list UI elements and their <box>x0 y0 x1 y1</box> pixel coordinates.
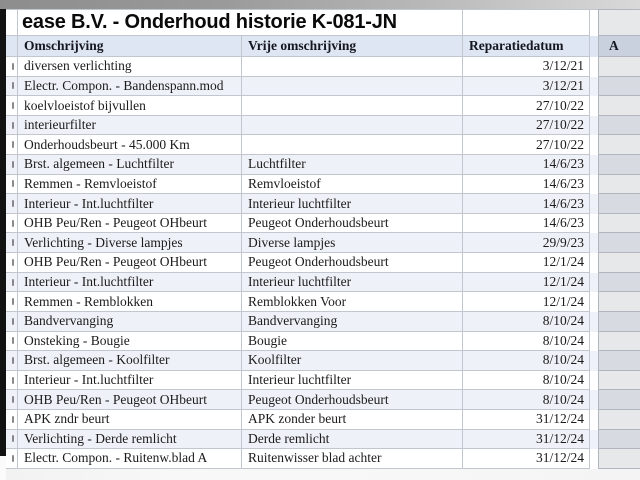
column-gap <box>590 410 598 430</box>
table-header-row <box>6 36 640 57</box>
clipped-left-column-cell <box>6 410 18 430</box>
cell-clipped-right <box>598 430 640 450</box>
cell-omschrijving[interactable]: OHB Peu/Ren - Peugeot OHbeurt <box>18 253 242 273</box>
cell-omschrijving[interactable]: Interieur - Int.luchtfilter <box>18 194 242 214</box>
cell-omschrijving[interactable]: Onsteking - Bougie <box>18 332 242 352</box>
cell-omschrijving[interactable]: diversen verlichting <box>18 57 242 77</box>
cell-omschrijving[interactable]: Interieur - Int.luchtfilter <box>18 273 242 293</box>
cell-reparatiedatum[interactable]: 8/10/24 <box>463 312 590 332</box>
clipped-left-column-cell <box>6 96 18 116</box>
cell-reparatiedatum[interactable]: 31/12/24 <box>463 430 590 450</box>
cell-clipped-right <box>598 410 640 430</box>
bottom-edge-artifact <box>6 469 640 480</box>
column-gap <box>590 57 598 77</box>
column-gap <box>590 430 598 450</box>
cell-reparatiedatum[interactable]: 27/10/22 <box>463 116 590 136</box>
cell-reparatiedatum[interactable]: 3/12/21 <box>463 57 590 77</box>
cell-clipped-right <box>598 390 640 410</box>
clipped-left-column-cell <box>6 430 18 450</box>
cell-reparatiedatum[interactable]: 8/10/24 <box>463 332 590 352</box>
cell-reparatiedatum[interactable]: 12/1/24 <box>463 253 590 273</box>
column-header-vrije-omschrijving[interactable]: Vrije omschrijving <box>242 36 463 57</box>
cell-omschrijving[interactable]: interieurfilter <box>18 116 242 136</box>
cell-clipped-right <box>598 233 640 253</box>
cell-vrije-omschrijving[interactable] <box>242 116 463 136</box>
table-row[interactable] <box>6 57 640 77</box>
column-header-omschrijving[interactable]: Omschrijving <box>18 36 242 57</box>
cell-reparatiedatum[interactable]: 8/10/24 <box>463 371 590 391</box>
clipped-left-column-cell <box>6 175 18 195</box>
cell-clipped-right <box>598 312 640 332</box>
cell-clipped-right <box>598 449 640 469</box>
cell-omschrijving[interactable]: OHB Peu/Ren - Peugeot OHbeurt <box>18 390 242 410</box>
cell-reparatiedatum[interactable]: 12/1/24 <box>463 273 590 293</box>
title-row <box>6 10 640 36</box>
cell-reparatiedatum[interactable]: 31/12/24 <box>463 449 590 469</box>
cell-reparatiedatum[interactable]: 3/12/21 <box>463 77 590 97</box>
cell-vrije-omschrijving[interactable]: Ruitenwisser blad achter <box>242 449 463 469</box>
cell-clipped-right <box>598 77 640 97</box>
cell-omschrijving[interactable]: OHB Peu/Ren - Peugeot OHbeurt <box>18 214 242 234</box>
clipped-left-column-cell <box>6 194 18 214</box>
table-row[interactable] <box>6 371 640 391</box>
table-row[interactable] <box>6 155 640 175</box>
table-row[interactable] <box>6 253 640 273</box>
cell-clipped-right <box>598 253 640 273</box>
clipped-left-column-cell <box>6 57 18 77</box>
clipped-left-column-cell <box>6 253 18 273</box>
clipped-left-column-cell <box>6 10 18 36</box>
cell-omschrijving[interactable]: Brst. algemeen - Luchtfilter <box>18 155 242 175</box>
clipped-left-column-cell <box>6 214 18 234</box>
cell-clipped-right <box>598 351 640 371</box>
clipped-left-column-cell <box>6 233 18 253</box>
cell-omschrijving[interactable]: Brst. algemeen - Koolfilter <box>18 351 242 371</box>
table-row[interactable] <box>6 77 640 97</box>
cell-reparatiedatum[interactable]: 8/10/24 <box>463 390 590 410</box>
column-gap <box>590 273 598 293</box>
clipped-left-column-cell <box>6 371 18 391</box>
column-gap <box>590 233 598 253</box>
clipped-left-column-cell <box>6 155 18 175</box>
column-gap <box>590 155 598 175</box>
page-title: ease B.V. - Onderhoud historie K-081-JN <box>22 11 397 33</box>
clipped-left-column-cell <box>6 135 18 155</box>
cell-reparatiedatum[interactable]: 8/10/24 <box>463 351 590 371</box>
table-row[interactable] <box>6 214 640 234</box>
table-row[interactable] <box>6 135 640 155</box>
cell-clipped-right <box>598 96 640 116</box>
column-gap <box>590 77 598 97</box>
table-body <box>6 57 640 469</box>
cell-clipped-right <box>598 155 640 175</box>
table-row[interactable] <box>6 430 640 450</box>
table-row[interactable] <box>6 390 640 410</box>
table-row[interactable] <box>6 116 640 136</box>
cell-omschrijving[interactable]: Interieur - Int.luchtfilter <box>18 371 242 391</box>
clipped-left-column-cell <box>6 77 18 97</box>
cell-vrije-omschrijving[interactable]: Koolfilter <box>242 351 463 371</box>
clipped-left-column-cell <box>6 292 18 312</box>
clipped-left-column-header <box>6 36 18 57</box>
cell-vrije-omschrijving[interactable] <box>242 77 463 97</box>
cell-reparatiedatum[interactable]: 14/6/23 <box>463 194 590 214</box>
cell-vrije-omschrijving[interactable]: Luchtfilter <box>242 155 463 175</box>
cell-vrije-omschrijving[interactable] <box>242 96 463 116</box>
cell-reparatiedatum[interactable]: 27/10/22 <box>463 96 590 116</box>
cell-omschrijving[interactable]: koelvloeistof bijvullen <box>18 96 242 116</box>
clipped-left-column-cell <box>6 332 18 352</box>
cell-clipped-right <box>598 371 640 391</box>
cell-vrije-omschrijving[interactable] <box>242 57 463 77</box>
column-gap <box>590 214 598 234</box>
cell-vrije-omschrijving[interactable]: Peugeot Onderhoudsbeurt <box>242 390 463 410</box>
cell-vrije-omschrijving[interactable]: Derde remlicht <box>242 430 463 450</box>
cell-vrije-omschrijving[interactable]: Bougie <box>242 332 463 352</box>
cell-reparatiedatum[interactable]: 29/9/23 <box>463 233 590 253</box>
cell-reparatiedatum[interactable]: 14/6/23 <box>463 175 590 195</box>
column-gap <box>590 135 598 155</box>
cell-omschrijving[interactable]: Electr. Compon. - Ruitenw.blad A <box>18 449 242 469</box>
column-gap <box>590 36 598 57</box>
column-gap <box>590 194 598 214</box>
table-row[interactable] <box>6 351 640 371</box>
column-header-reparatiedatum[interactable]: Reparatiedatum <box>463 36 590 57</box>
clipped-left-column-cell <box>6 449 18 469</box>
cell-omschrijving[interactable]: Onderhoudsbeurt - 45.000 Km <box>18 135 242 155</box>
table-row[interactable] <box>6 292 640 312</box>
cell-clipped-right <box>598 332 640 352</box>
top-edge-artifact <box>0 0 640 9</box>
cell-reparatiedatum[interactable]: 31/12/24 <box>463 410 590 430</box>
column-gap <box>590 116 598 136</box>
cell-vrije-omschrijving[interactable]: Remvloeistof <box>242 175 463 195</box>
table-row[interactable] <box>6 273 640 293</box>
cell-omschrijving[interactable]: APK zndr beurt <box>18 410 242 430</box>
cell-vrije-omschrijving[interactable] <box>242 135 463 155</box>
table-row[interactable] <box>6 312 640 332</box>
title-row-clipped-right-cell <box>598 10 640 36</box>
cell-omschrijving[interactable]: Bandvervanging <box>18 312 242 332</box>
cell-reparatiedatum[interactable]: 27/10/22 <box>463 135 590 155</box>
clipped-left-column-cell <box>6 390 18 410</box>
cell-clipped-right <box>598 194 640 214</box>
cell-omschrijving[interactable]: Remmen - Remvloeistof <box>18 175 242 195</box>
clipped-left-column-cell <box>6 351 18 371</box>
cell-vrije-omschrijving[interactable]: Peugeot Onderhoudsbeurt <box>242 214 463 234</box>
maintenance-history-table <box>6 9 640 469</box>
cell-clipped-right <box>598 116 640 136</box>
column-gap <box>590 371 598 391</box>
cell-clipped-right <box>598 57 640 77</box>
cell-vrije-omschrijving[interactable]: Peugeot Onderhoudsbeurt <box>242 253 463 273</box>
table-row[interactable] <box>6 175 640 195</box>
cell-omschrijving[interactable]: Electr. Compon. - Bandenspann.mod <box>18 77 242 97</box>
cell-clipped-right <box>598 292 640 312</box>
column-gap <box>590 96 598 116</box>
cell-reparatiedatum[interactable]: 14/6/23 <box>463 214 590 234</box>
cell-clipped-right <box>598 214 640 234</box>
table-row[interactable] <box>6 194 640 214</box>
cell-vrije-omschrijving[interactable]: APK zonder beurt <box>242 410 463 430</box>
column-gap <box>590 175 598 195</box>
clipped-left-column-cell <box>6 273 18 293</box>
clipped-left-column-cell <box>6 116 18 136</box>
title-row-empty-cell <box>463 10 590 36</box>
cell-vrije-omschrijving[interactable]: Interieur luchtfilter <box>242 194 463 214</box>
column-header-clipped-right[interactable]: A <box>598 36 640 57</box>
table-row[interactable] <box>6 96 640 116</box>
column-gap <box>590 390 598 410</box>
column-gap <box>590 312 598 332</box>
cell-omschrijving[interactable]: Verlichting - Derde remlicht <box>18 430 242 450</box>
column-gap <box>590 10 598 36</box>
cell-reparatiedatum[interactable]: 12/1/24 <box>463 292 590 312</box>
table-row[interactable] <box>6 449 640 469</box>
cell-vrije-omschrijving[interactable]: Interieur luchtfilter <box>242 371 463 391</box>
cell-clipped-right <box>598 175 640 195</box>
column-gap <box>590 449 598 469</box>
table-row[interactable] <box>6 233 640 253</box>
column-gap <box>590 332 598 352</box>
column-gap <box>590 253 598 273</box>
cell-vrije-omschrijving[interactable]: Bandvervanging <box>242 312 463 332</box>
title-cell <box>18 10 463 36</box>
column-gap <box>590 351 598 371</box>
cell-vrije-omschrijving[interactable]: Interieur luchtfilter <box>242 273 463 293</box>
cell-clipped-right <box>598 135 640 155</box>
cell-vrije-omschrijving[interactable]: Remblokken Voor <box>242 292 463 312</box>
cell-omschrijving[interactable]: Verlichting - Diverse lampjes <box>18 233 242 253</box>
cell-omschrijving[interactable]: Remmen - Remblokken <box>18 292 242 312</box>
column-gap <box>590 292 598 312</box>
table-row[interactable] <box>6 410 640 430</box>
table-row[interactable] <box>6 332 640 352</box>
cell-clipped-right <box>598 273 640 293</box>
cell-reparatiedatum[interactable]: 14/6/23 <box>463 155 590 175</box>
cell-vrije-omschrijving[interactable]: Diverse lampjes <box>242 233 463 253</box>
clipped-left-column-cell <box>6 312 18 332</box>
